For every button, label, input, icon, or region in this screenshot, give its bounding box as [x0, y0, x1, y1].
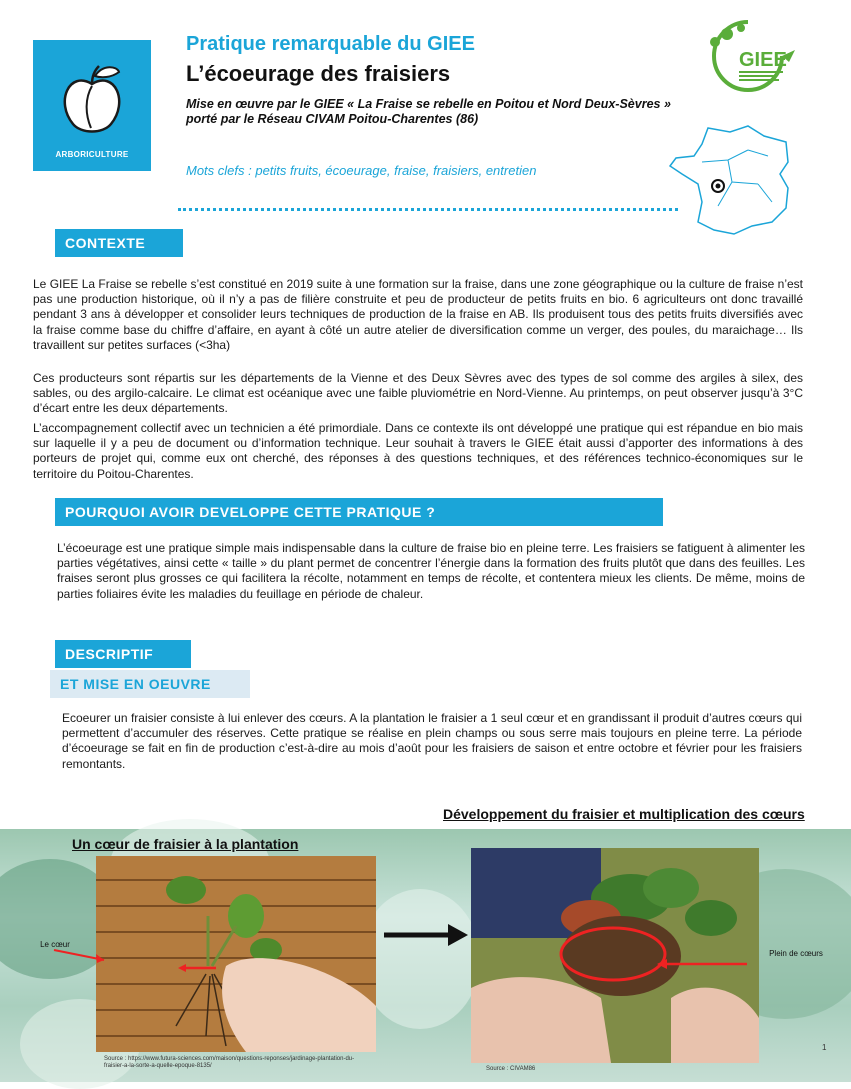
- photo-caption-left: Un cœur de fraisier à la plantation: [72, 836, 299, 852]
- page-title: L’écoeurage des fraisiers: [186, 61, 451, 86]
- page-number: 1: [822, 1043, 827, 1052]
- pourquoi-paragraph: L’écoeurage est une pratique simple mais indispensable dans la culture de fraise bio en pleine terre. Les fraisiers se fatiguent à alimenter les parties végétatives, ainsi cette « taille » du plant permet de concentrer l’énergie dans la formation des fruits plutôt que dans des feuilles. Les fraises seront plus grosses ce qui facilitera la récolte, notamment en temps de récolte, et contentera mieux les clients. De même, moins de parties foliaires évite les maladies du feuillage en période de chaleur.: [57, 541, 805, 601]
- section-subheading-mise-en-oeuvre: ET MISE EN OEUVRE: [50, 670, 250, 698]
- descriptif-paragraph: Ecoeurer un fraisier consiste à lui enlever des cœurs. A la plantation le fraisier a 1 seul cœur et en grandissant il produit d’autres cœurs qui permettent d’accumuler des réserves. Cette pratique se réalise en plein champs ou sous serre mais toujours en pleine terre. La période d’écoeurage se fait en fin de production c’est-à-dire au mois d’août pour les fraisiers de saison et entre octobre et février pour les fraisiers remontants.: [62, 711, 802, 771]
- france-map: [668, 122, 798, 242]
- contexte-paragraph-3: L’accompagnement collectif avec un technicien a été primordiale. Dans ce contexte ils ont développé une pratique qui est répandue en bio mais sur laquelle il y a peu de document ou d’information technique. Leur souhait à travers le GIEE était aussi d’apporter des informations à des porteurs de projet qui, comme eux ont cherché, des réponses à des questions techniques, et des références technico-économiques sur le territoire du Poitou-Charentes.: [33, 421, 803, 481]
- keywords: Mots clefs : petits fruits, écoeurage, fraise, fraisiers, entretien: [186, 163, 537, 178]
- project-meta: Mise en œuvre par le GIEE « La Fraise se rebelle en Poitou et Nord Deux-Sèvres » porté par le Réseau CIVAM Poitou-Charentes (86): [186, 97, 671, 126]
- arrow-right-icon: [380, 920, 470, 950]
- dotted-divider: [178, 208, 678, 211]
- photo-caption-right: Développement du fraisier et multiplication des cœurs: [443, 806, 805, 822]
- badge-label: ARBORICULTURE: [55, 150, 129, 159]
- giee-logo-text: GIEE: [739, 49, 787, 71]
- section-heading-contexte: CONTEXTE: [55, 229, 183, 257]
- page-subtitle: Pratique remarquable du GIEE: [186, 33, 475, 55]
- section-heading-descriptif: DESCRIPTIF: [55, 640, 191, 668]
- peach-icon: [59, 62, 125, 138]
- source-right: Source : CIVAM86: [486, 1066, 536, 1072]
- arrow-le-coeur: [52, 946, 112, 966]
- label-le-coeur: Le cœur: [40, 940, 70, 949]
- giee-logo: [693, 16, 803, 101]
- photo-development: [471, 848, 759, 1063]
- category-badge: [33, 40, 151, 171]
- contexte-paragraph-1: Le GIEE La Fraise se rebelle s’est constitué en 2019 suite à une formation sur la fraise, dans une zone géographique ou la culture de fraise n’est pas une production historique, où il n’y a pas de filière construite et peu de producteur de petits fruits en bio. 6 agriculteurs ont donc travaillé pendant 3 ans à développer et consolider leurs techniques de production de la fraise en AB. Ils produisent tous des petits fruits diversifiés avec la fraise comme base du chiffre d’affaire, en ayant à côté un autre atelier de diversification comme un verger, des poules, du maraichage… Ils travaillent sur petites surfaces (<3ha): [33, 277, 803, 352]
- section-heading-pourquoi: POURQUOI AVOIR DEVELOPPE CETTE PRATIQUE ?: [55, 498, 663, 526]
- source-left: Source : https://www.futura-sciences.com/maison/questions-reponses/jardinage-plantation-du-fraisier-a-la-sorte-a-quelle-epoque-8135/: [104, 1056, 355, 1069]
- contexte-paragraph-2: Ces producteurs sont répartis sur les départements de la Vienne et des Deux Sèvres avec des types de sol comme des argiles à silex, des sables, ou des argilo-calcaire. Le climat est océanique avec une faible pluviométrie en Nord-Vienne. Au printemps, on peut observer jusqu’à 3°C d’écart entre les deux départements.: [33, 371, 803, 416]
- label-plein-de-coeurs: Plein de cœurs: [769, 949, 823, 958]
- photo-plantation: [96, 856, 376, 1052]
